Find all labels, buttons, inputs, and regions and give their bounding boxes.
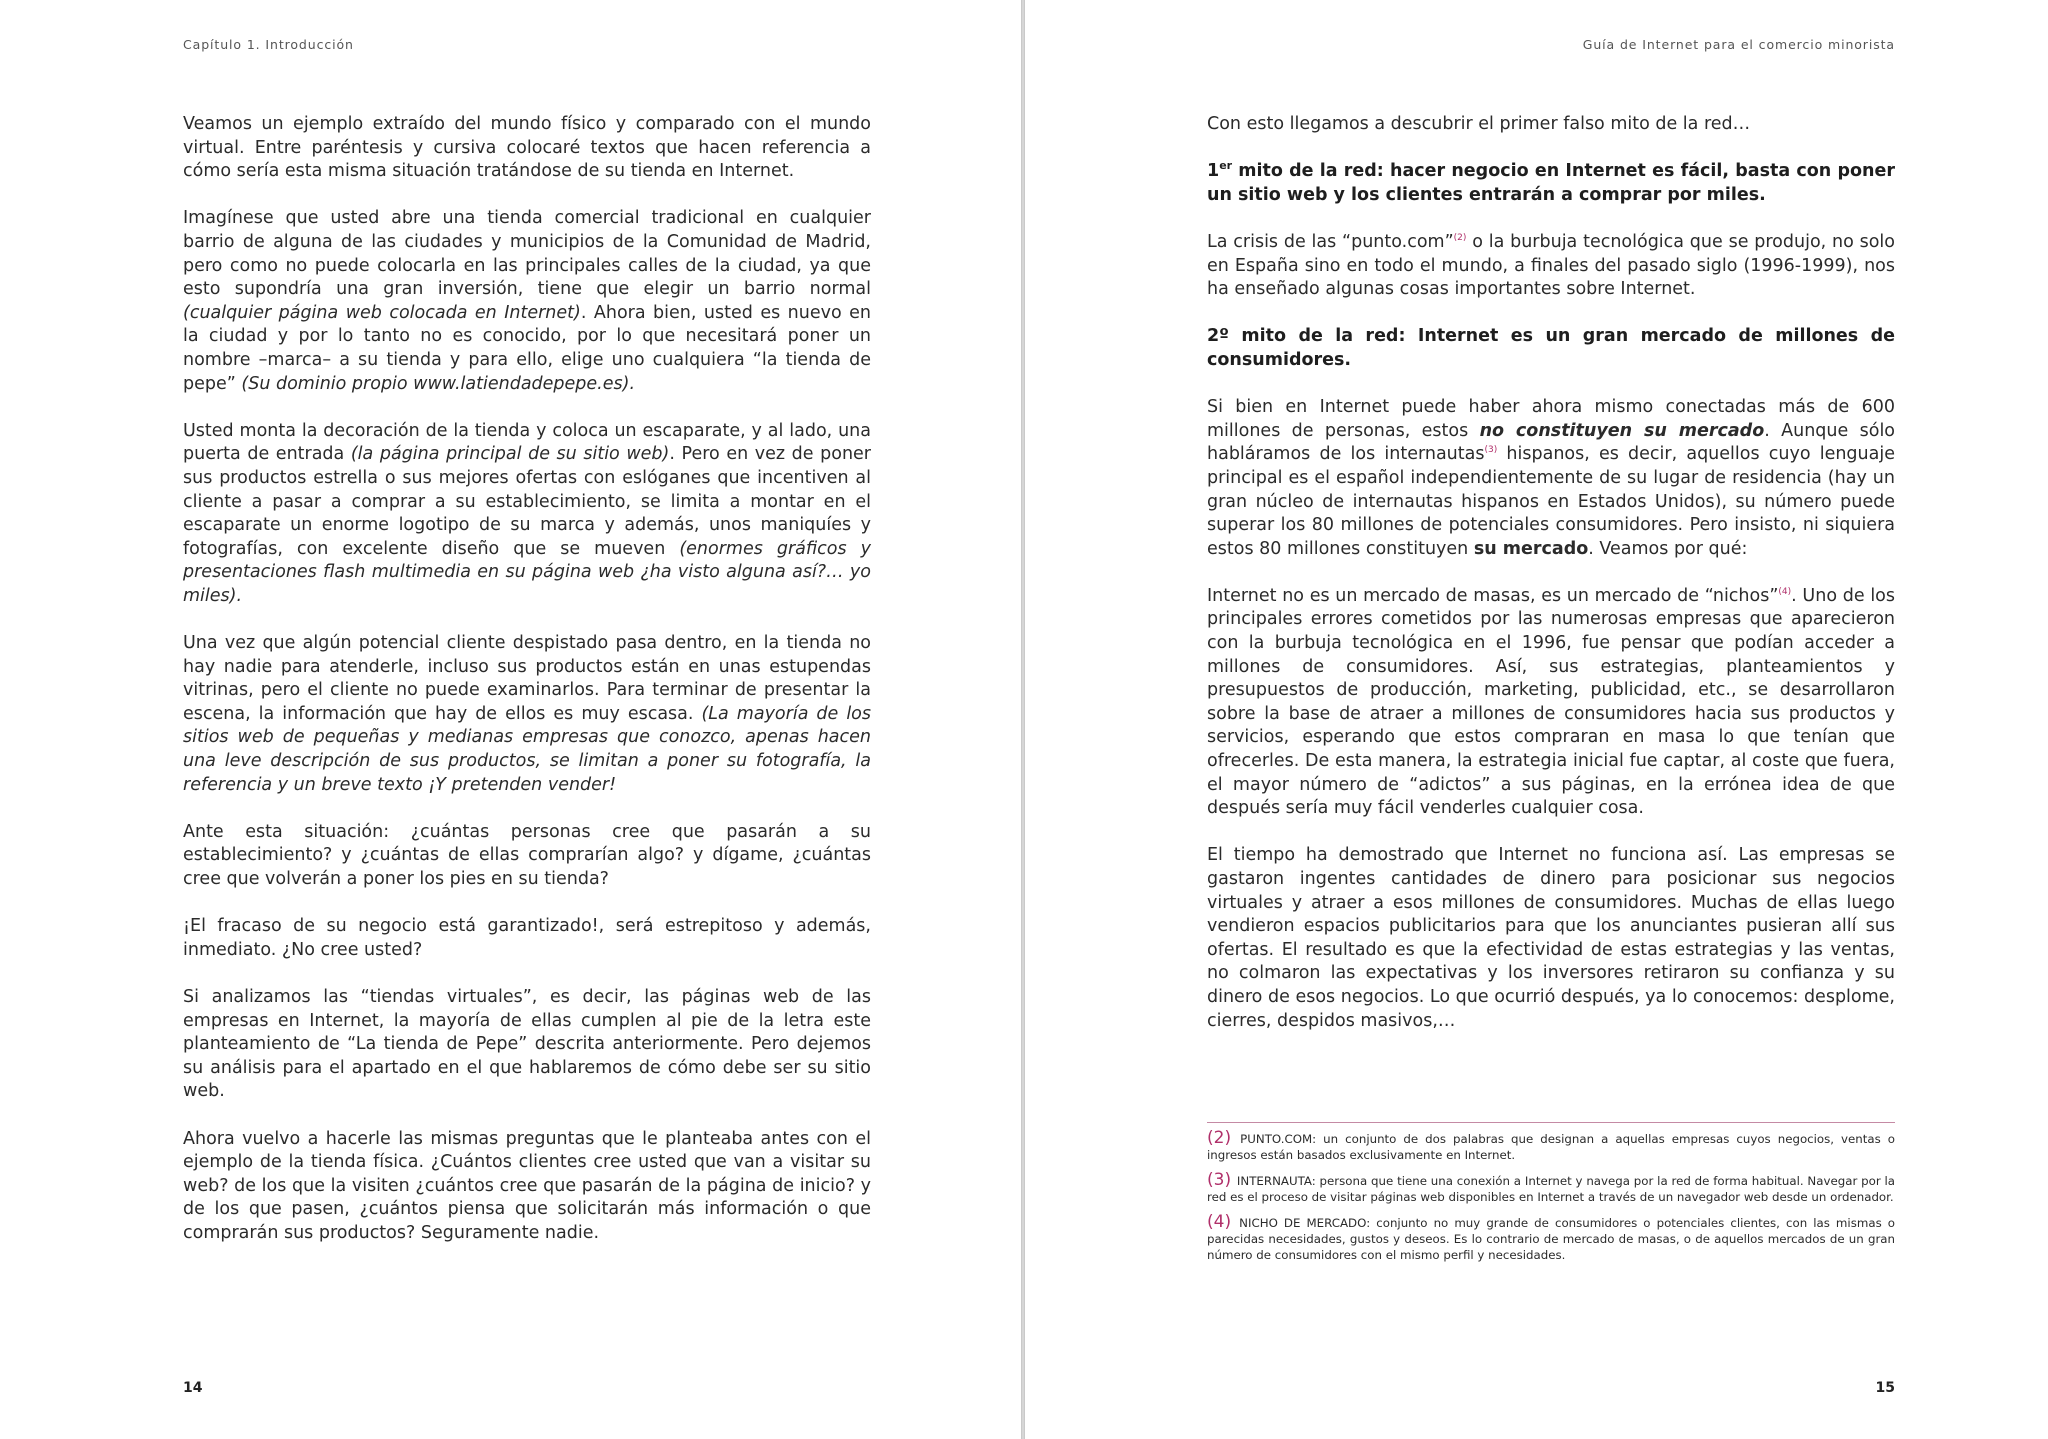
paragraph: Una vez que algún potencial cliente despistado pasa dentro, en la tienda no hay nadie para atenderle, incluso sus productos están en unas estupendas vitrinas, pero el cliente no puede examinarlos. Para terminar de presentar la escena, la información que hay de ellos es muy escasa. (La mayoría de los sitios web de pequeñas y medianas empresas que conozco, apenas hacen una leve descripción de sus productos, se limitan a poner su fotografía, la referencia y un breve texto ¡Y pretenden vender! (183, 633, 872, 795)
paragraph: Ahora vuelvo a hacerle las mismas preguntas que le planteaba antes con el ejemplo de la tienda física. ¿Cuántos clientes cree usted que van a visitar su web? de los que la visiten ¿cuántos cree que pasarán de la página de inicio? y de los que pasen, ¿cuántos piensa que solicitarán más información o que comprarán sus productos? Seguramente nadie. (183, 1128, 871, 1243)
paragraph: Veamos un ejemplo extraído del mundo físico y comparado con el mundo virtual. Entre paréntesis y cursiva colocaré textos que hacen referencia a cómo sería esta misma situación tratándose de su tienda en Internet. (183, 114, 871, 182)
left-body-text (183, 113, 871, 1269)
footnote-ref: (2) (1453, 233, 1467, 244)
footnote: (3) INTERNAUTA: persona que tiene una conexión a Internet y navega por la red de forma habitual. Navegar por la red es el proceso de visitar páginas web disponibles en Internet a través de un navegador web desde un ordenador. (1207, 1170, 1895, 1204)
left-page (0, 0, 1022, 1439)
page-number-left: 14 (183, 1380, 203, 1396)
paragraph: Internet no es un mercado de masas, es un mercado de “nichos”$^{(4)}$. Uno de los principales errores cometidos por las numerosas empresas que aparecieron con la burbuja tecnológica en el 1996, fue pensar que podían acceder a millones de consumidores. Así, sus estrategias, planteamientos y presupuestos de producción, marketing, publicidad, etc., se desarrollaron sobre la base de atraer a millones de consumidores hacia sus productos y servicios, esperando que estos compraran en masa lo que tenían que ofrecerles. De esta manera, la estrategia inicial fue captar, al coste que fuera, el mayor número de “adictos” a sus páginas, en la errónea idea de que después sería muy fácil venderles cualquier cosa. (1207, 585, 1896, 819)
footnote: (2) PUNTO.COM: un conjunto de dos palabras que designan a aquellas empresas cuyos negocios, ventas o ingresos están basados exclusivamente en Internet. (1207, 1128, 1896, 1162)
myth-heading-1: 1er mito de la red: hacer negocio en Internet es fácil, basta con poner un sitio web y los clientes entrarán a comprar por miles. (1207, 159, 1895, 205)
paragraph: Si analizamos las “tiendas virtuales”, es decir, las páginas web de las empresas en Internet, la mayoría de ellas cumplen al pie de la letra este planteamiento de “La tienda de Pepe” descrita anteriormente. Pero dejemos su análisis para el apartado en el que hablaremos de cómo debe ser su sitio web. (183, 986, 871, 1102)
paragraph: Ante esta situación: ¿cuántas personas cree que pasarán a su establecimiento? y ¿cuántas de ellas comprarían algo? y dígame, ¿cuántas cree que volverán a poner los pies en su tienda? (183, 821, 871, 889)
footnote: (4) NICHO DE MERCADO: conjunto no muy grande de consumidores o potenciales clientes, con las mismas o parecidas necesidades, gustos y deseos. Es lo contrario de mercado de masas, o de aquellos mercados de un gran número de consumidores con el mismo perfil y necesidades. (1207, 1212, 1895, 1262)
footnote-ref: (3) (1484, 445, 1498, 456)
paragraph: Con esto llegamos a descubrir el primer falso mito de la red… (1207, 114, 1751, 134)
running-head-left: Capítulo 1. Introducción (183, 37, 354, 52)
myth-heading-2: 2º mito de la red: Internet es un gran mercado de millones de consumidores. (1207, 326, 1895, 370)
page-number-right: 15 (1875, 1380, 1895, 1396)
right-body-text (1207, 113, 1895, 1057)
right-page (1024, 0, 2048, 1439)
footnotes (1207, 1122, 1895, 1273)
paragraph: ¡El fracaso de su negocio está garantizado!, será estrepitoso y además, inmediato. ¿No cree usted? (183, 916, 871, 960)
paragraph: Si bien en Internet puede haber ahora mismo conectadas más de 600 millones de personas, estos no constituyen su mercado. Aunque sólo habláramos de los internautas$^{(3)}$ hispanos, es decir, aquellos cuyo lenguaje principal es el español independientemente de su lugar de residencia (hay un gran núcleo de internautas hispanos en Estados Unidos), su número puede superar los 80 millones de potenciales consumidores. Pero insisto, ni siquiera estos 80 millones constituyen su mercado. Veamos por qué: (1207, 397, 1896, 559)
paragraph: Usted monta la decoración de la tienda y coloca un escaparate, y al lado, una puerta de entrada (la página principal de su sitio web). Pero en vez de poner sus productos estrella o sus mejores ofertas con eslóganes que incentiven al cliente a pasar a comprar a su establecimiento, se limita a montar en el escaparate un enorme logotipo de su marca y además, unos maniquíes y fotografías, con excelente diseño que se mueven (enormes gráficos y presentaciones flash multimedia en su página web ¿ha visto alguna así?… yo miles). (183, 420, 872, 606)
running-head-right: Guía de Internet para el comercio minorista (1582, 37, 1895, 52)
footnote-ref: (4) (1778, 587, 1792, 598)
paragraph: El tiempo ha demostrado que Internet no funciona así. Las empresas se gastaron ingentes cantidades de dinero para posicionar sus negocios virtuales y atraer a esos millones de consumidores. Muchas de ellas luego vendieron espacios publicitarios para que los anunciantes pusieran allí sus ofertas. El resultado es que la efectividad de estas estrategias y las ventas, no colmaron las expectativas y los inversores retiraron su confianza y su dinero de esos negocios. Lo que ocurrió después, ya lo conocemos: desplome, cierres, despidos masivos,… (1207, 845, 1895, 1031)
paragraph: Imagínese que usted abre una tienda comercial tradicional en cualquier barrio de alguna de las ciudades y municipios de la Comunidad de Madrid, pero como no puede colocarla en las principales calles de la ciudad, ya que esto supondría una gran inversión, tiene que elegir un barrio normal (cualquier página web colocada en Internet). Ahora bien, usted es nuevo en la ciudad y por lo tanto no es conocido, por lo que necesitará poner un nombre –marca– a su tienda y para ello, elige uno cualquiera “la tienda de pepe” (Su dominio propio www.latiendadepepe.es). (183, 208, 872, 394)
paragraph: La crisis de las “punto.com”$^{(2)}$ o la burbuja tecnológica que se produjo, no solo en España sino en todo el mundo, a finales del pasado siglo (1996-1999), nos ha enseñado algunas cosas importantes sobre Internet. (1207, 231, 1896, 300)
